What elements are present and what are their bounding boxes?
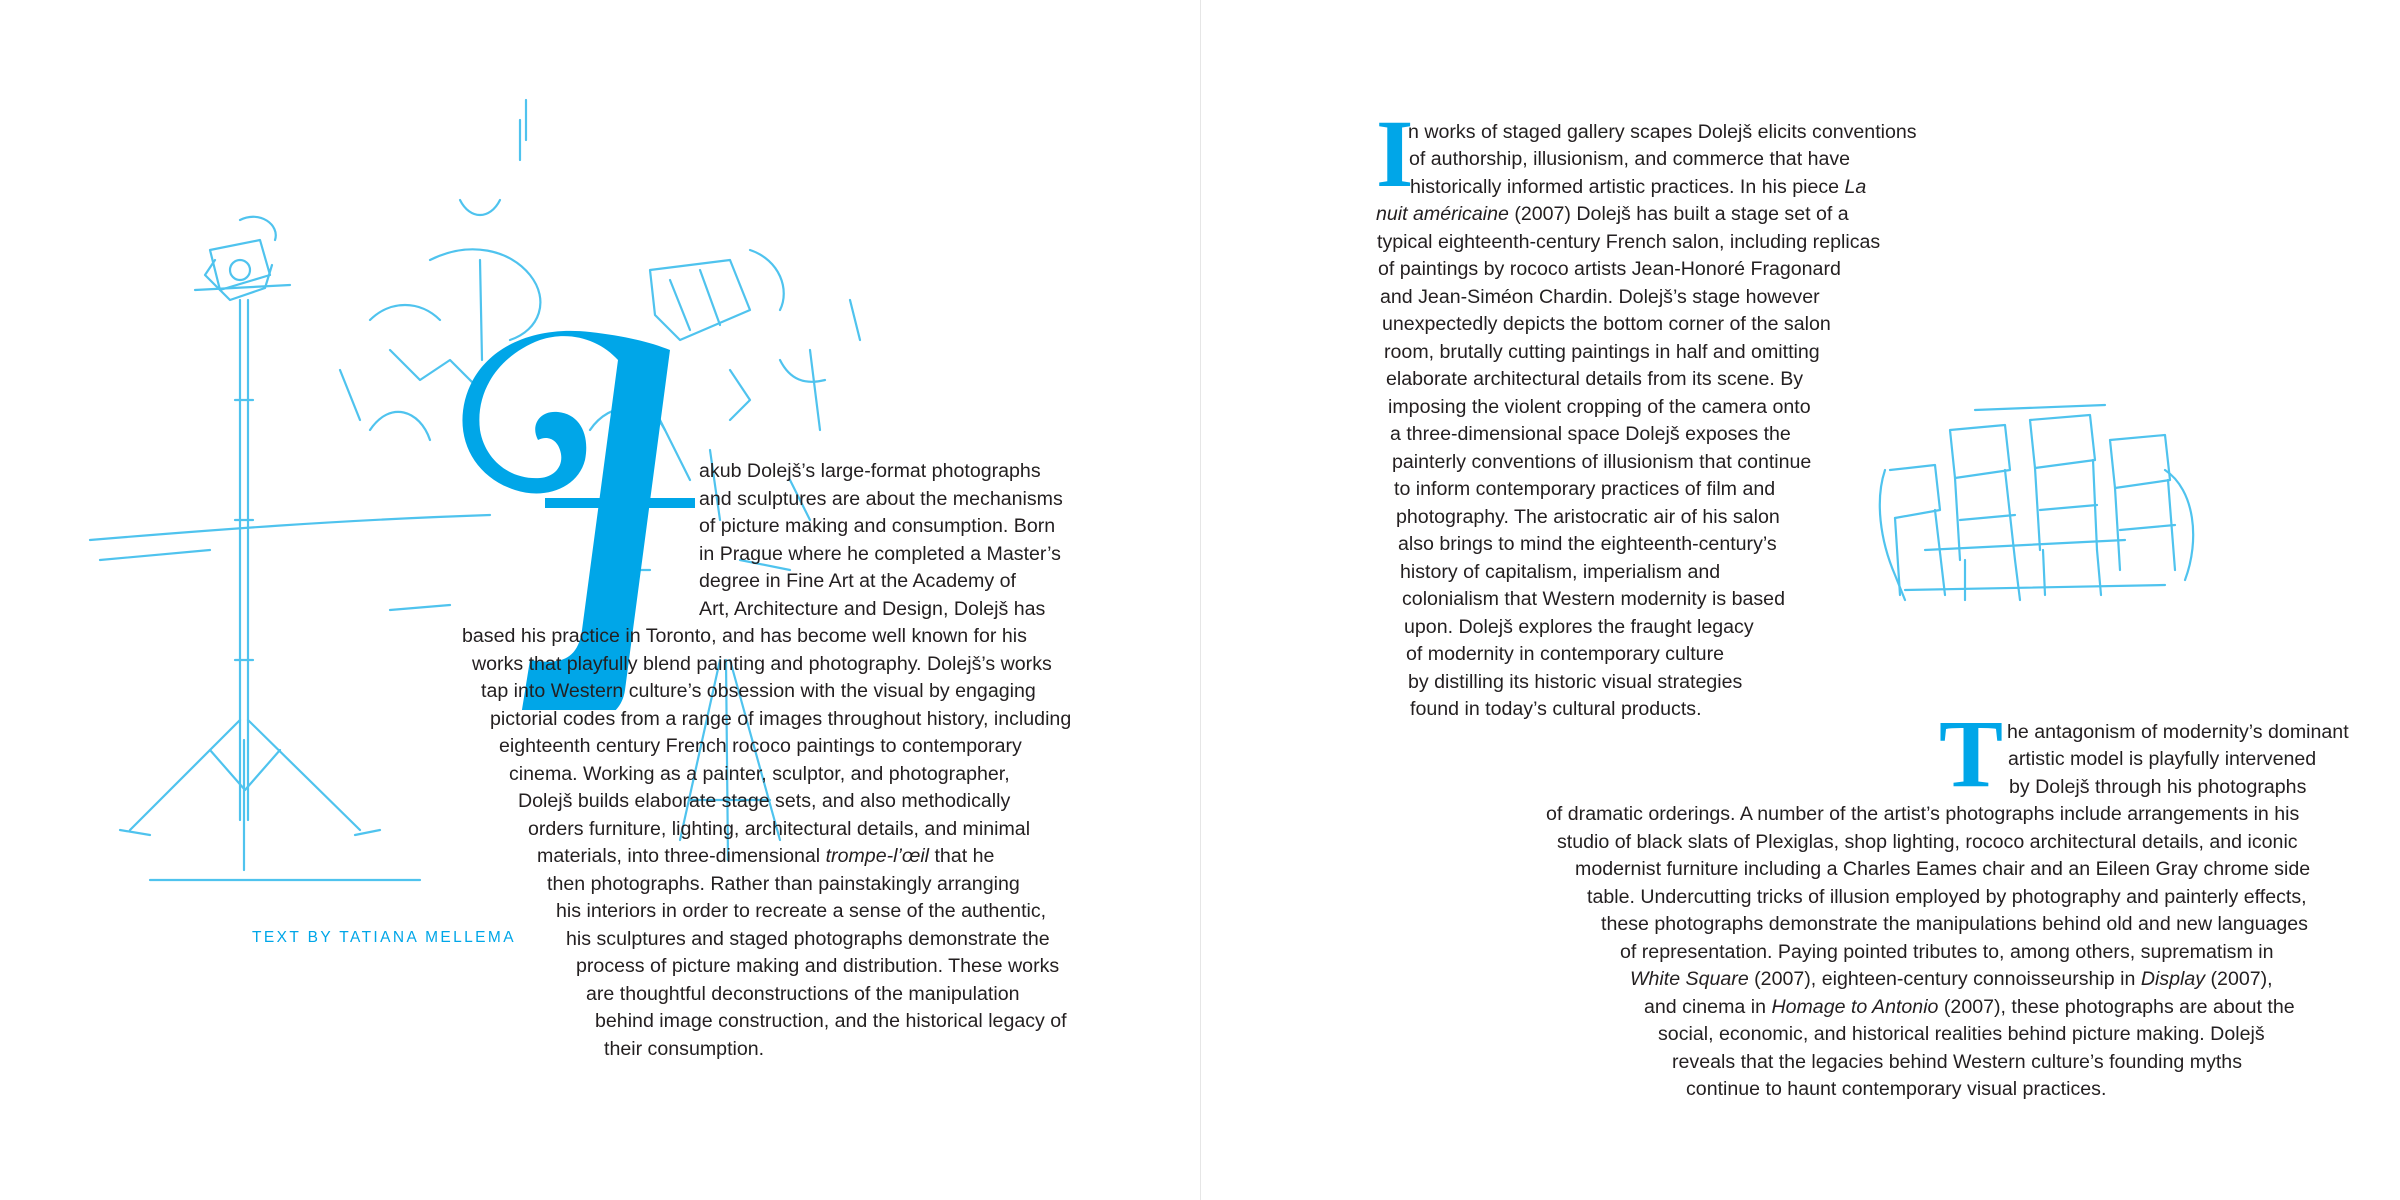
drop-cap-t: T (1939, 700, 2004, 807)
text-run: materials, into three-dimensional (537, 845, 826, 867)
left-text-line: tap into Western culture’s obsession with the visual by engaging (481, 680, 1036, 702)
left-text-line: cinema. Working as a painter, sculptor, and photographer, (509, 763, 1010, 785)
right-text-line: a three-dimensional space Dolejš exposes the (1390, 423, 1791, 445)
right-text-line: unexpectedly depicts the bottom corner of the salon (1382, 313, 1831, 335)
text-run: (2007) Dolejš has built a stage set of a (1508, 203, 1849, 225)
text-run: that he (929, 845, 995, 867)
left-text-line: his interiors in order to recreate a sense of the authentic, (556, 900, 1047, 922)
right-text-line: painterly conventions of illusionism that continue (1392, 451, 1812, 473)
italic-title: La (1844, 176, 1867, 198)
left-text-line: orders furniture, lighting, architectural details, and minimal (528, 818, 1031, 840)
right-text-line: artistic model is playfully intervened (2008, 748, 2317, 770)
right-text-line: these photographs demonstrate the manipulations behind old and new languages (1601, 913, 2308, 935)
text-run: (2007), (2205, 968, 2273, 990)
left-text-line (537, 843, 994, 871)
left-text-line: Art, Architecture and Design, Dolejš has (699, 598, 1046, 620)
left-text-line: process of picture making and distribution. These works (576, 955, 1060, 977)
left-text-line: works that playfully blend painting and photography. Dolejš’s works (472, 653, 1052, 675)
right-text-line (1410, 174, 1866, 202)
right-text-line: of representation. Paying pointed tributes to, among others, suprematism in (1620, 941, 2274, 963)
right-text-line: modernist furniture including a Charles Eames chair and an Eileen Gray chrome side (1575, 858, 2311, 880)
author-credit: TEXT BY TATIANA MELLEMA (252, 929, 516, 946)
right-text-line: of authorship, illusionism, and commerce that have (1409, 148, 1851, 170)
right-text-line: elaborate architectural details from its scene. By (1386, 368, 1804, 390)
italic-title: Homage to Antonio (1771, 996, 1939, 1018)
right-text-line: upon. Dolejš explores the fraught legacy (1404, 616, 1754, 638)
text-run: (2007), these photographs are about the (1938, 996, 2295, 1018)
right-text-line: of modernity in contemporary culture (1406, 643, 1724, 665)
left-text-line: degree in Fine Art at the Academy of (699, 570, 1016, 592)
italic-title: trompe-l’œil (825, 845, 930, 867)
right-text-line: of paintings by rococo artists Jean-Honoré Fragonard (1378, 258, 1841, 280)
text-run: historically informed artistic practices. In his piece (1410, 176, 1845, 198)
right-text-line: to inform contemporary practices of film and (1394, 478, 1776, 500)
left-text-line: his sculptures and staged photographs demonstrate the (566, 928, 1050, 950)
right-text-line: studio of black slats of Plexiglas, shop lighting, rococo architectural details, and iconic (1557, 831, 2298, 853)
right-text-line: social, economic, and historical realities behind picture making. Dolejš (1658, 1023, 2265, 1045)
right-text-line (1630, 966, 2273, 994)
italic-title: Display (2140, 968, 2206, 990)
right-text-line: by distilling its historic visual strategies (1408, 671, 1743, 693)
drop-cap-i: I (1376, 100, 1414, 207)
left-text-line: akub Dolejš’s large-format photographs (699, 460, 1041, 482)
text-run: and cinema in (1644, 996, 1772, 1018)
left-text-line: based his practice in Toronto, and has become well known for his (462, 625, 1027, 647)
salon-chairs-illustration (1865, 400, 2205, 610)
right-text-line: table. Undercutting tricks of illusion employed by photography and painterly effects, (1587, 886, 2307, 908)
right-text-line: also brings to mind the eighteenth-century’s (1398, 533, 1777, 555)
left-text-line: pictorial codes from a range of images throughout history, including (490, 708, 1072, 730)
right-text-line (1644, 994, 2295, 1022)
italic-title: White Square (1630, 968, 1749, 990)
right-text-line: by Dolejš through his photographs (2009, 776, 2307, 798)
right-text-line: of dramatic orderings. A number of the artist’s photographs include arrangements in his (1546, 803, 2300, 825)
text-run: (2007), eighteen-century connoisseurship in (1748, 968, 2141, 990)
right-text-line: reveals that the legacies behind Western culture’s founding myths (1672, 1051, 2242, 1073)
left-text-line: in Prague where he completed a Master’s (699, 543, 1061, 565)
right-text-line: colonialism that Western modernity is based (1402, 588, 1785, 610)
left-text-line: are thoughtful deconstructions of the manipulation (586, 983, 1020, 1005)
right-text-line: found in today’s cultural products. (1410, 698, 1702, 720)
right-text-line: and Jean-Siméon Chardin. Dolejš’s stage however (1380, 286, 1820, 308)
italic-title: nuit américaine (1376, 203, 1509, 225)
right-text-line: room, brutally cutting paintings in half and omitting (1384, 341, 1820, 363)
left-text-line: behind image construction, and the historical legacy of (595, 1010, 1067, 1032)
right-text-line (1376, 201, 1849, 229)
left-text-line: Dolejš builds elaborate stage sets, and also methodically (518, 790, 1011, 812)
right-text-line: he antagonism of modernity’s dominant (2007, 721, 2349, 743)
left-text-line: of picture making and consumption. Born (699, 515, 1056, 537)
left-text-line: and sculptures are about the mechanisms (699, 488, 1063, 510)
left-text-line: eighteenth century French rococo paintings to contemporary (499, 735, 1022, 757)
left-text-line: their consumption. (604, 1038, 765, 1060)
right-text-line: typical eighteenth-century French salon, including replicas (1377, 231, 1881, 253)
right-text-line: history of capitalism, imperialism and (1400, 561, 1721, 583)
right-text-line: n works of staged gallery scapes Dolejš elicits conventions (1408, 121, 1917, 143)
left-text-line: then photographs. Rather than painstakingly arranging (547, 873, 1020, 895)
right-text-line: continue to haunt contemporary visual practices. (1686, 1078, 2107, 1100)
right-text-line: imposing the violent cropping of the camera onto (1388, 396, 1811, 418)
right-text-line: photography. The aristocratic air of his salon (1396, 506, 1780, 528)
